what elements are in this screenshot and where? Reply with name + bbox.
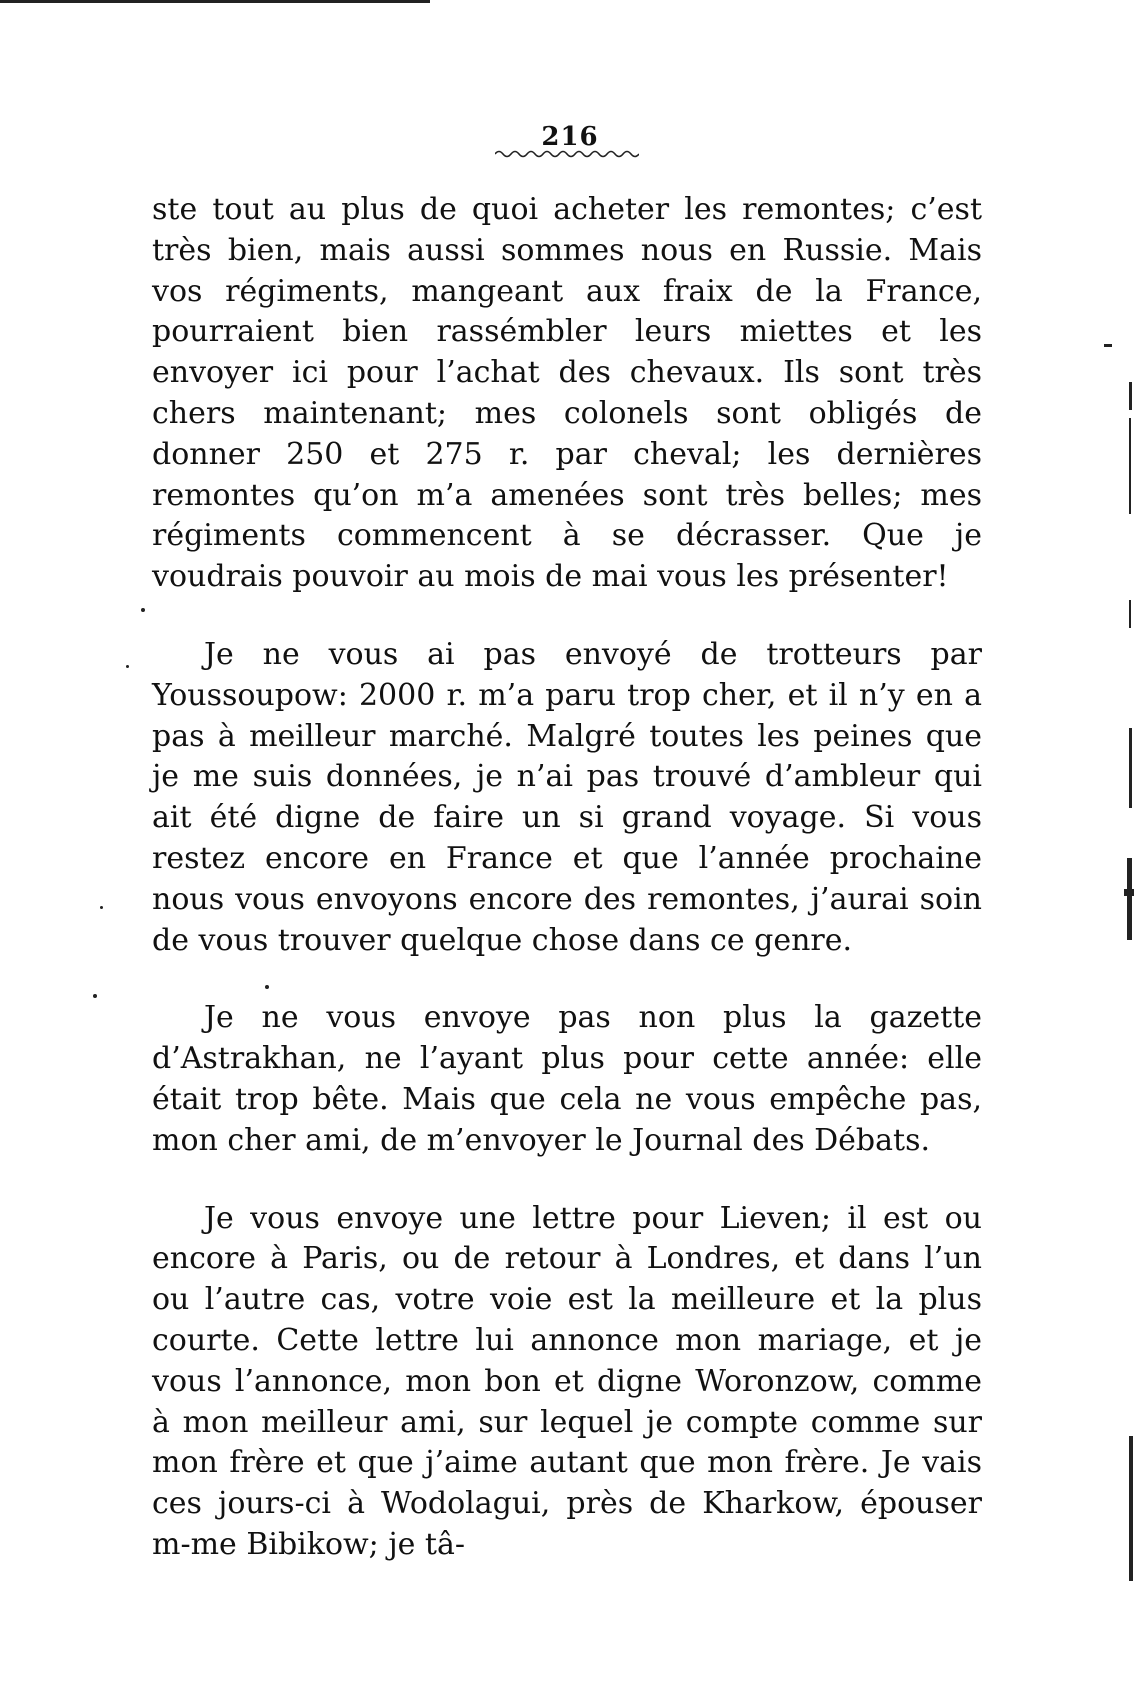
- page-speck: [141, 608, 145, 612]
- page-speck: [100, 906, 103, 909]
- paragraph-3: Je ne vous envoye pas non plus la gazette d’Astrakhan, ne l’ayant plus pour cette année: elle était trop bête. Mais que cela ne vous empêche pas, mon cher ami, de m’envoyer le Journal des Débats.: [152, 1000, 982, 1158]
- margin-mark: [1129, 728, 1132, 808]
- margin-dash: [1104, 344, 1112, 347]
- margin-mark: [1129, 600, 1131, 628]
- margin-mark: [1129, 418, 1131, 514]
- body-text: [152, 190, 982, 1566]
- wavy-rule-ornament: [495, 148, 639, 160]
- page-speck: [265, 985, 269, 989]
- paragraph-2: Je ne vous ai pas envoyé de trotteurs par Youssoupow: 2000 r. m’a paru trop cher, et il n’y en a pas à meilleur marché. Malgré toutes les peines que je me suis données, je n’ai pas trouvé d’ambleur qui ait été digne de faire un si grand voyage. Si vous restez encore en France et que l’année prochaine nous vous envoyons encore des remontes, j’aurai soin de vous trouver quelque chose dans ce genre.: [152, 636, 982, 958]
- paragraph-4: Je vous envoye une lettre pour Lieven; il est ou encore à Paris, ou de retour à Londres, et dans l’un ou l’autre cas, votre voie est la meilleure et la plus courte. Cette lettre lui annonce mon mariage, et je vous l’annonce, mon bon et digne Woronzow, comme à mon meilleur ami, sur lequel je compte comme sur mon frère et que j’aime autant que mon frère. Je vais ces jours-ci à Wodolagui, près de Kharkow, épouser m-me Bibikow; je tâ-: [152, 1200, 982, 1562]
- margin-mark: [1127, 858, 1132, 940]
- margin-mark: [1129, 1436, 1133, 1581]
- page-speck: [126, 665, 129, 668]
- margin-mark: [1129, 382, 1132, 410]
- page-number: 216: [541, 122, 599, 152]
- page-top-border: [0, 0, 430, 9]
- paragraph-1: ste tout au plus de quoi acheter les remontes; c’est très bien, mais aussi sommes nous en Russie. Mais vos régiments, mangeant aux fraix de la France, pourraient bien rassémbler leurs miettes et les envoyer ici pour l’achat des chevaux. Ils sont très chers maintenant; mes colonels sont obligés de donner 250 et 275 r. par cheval; les dernières remontes qu’on m’a amenées sont très belles; mes régiments commencent à se décrasser. Que je voudrais pouvoir au mois de mai vous les présenter!: [152, 192, 982, 595]
- margin-dash: [1124, 889, 1134, 896]
- page-speck: [93, 994, 97, 998]
